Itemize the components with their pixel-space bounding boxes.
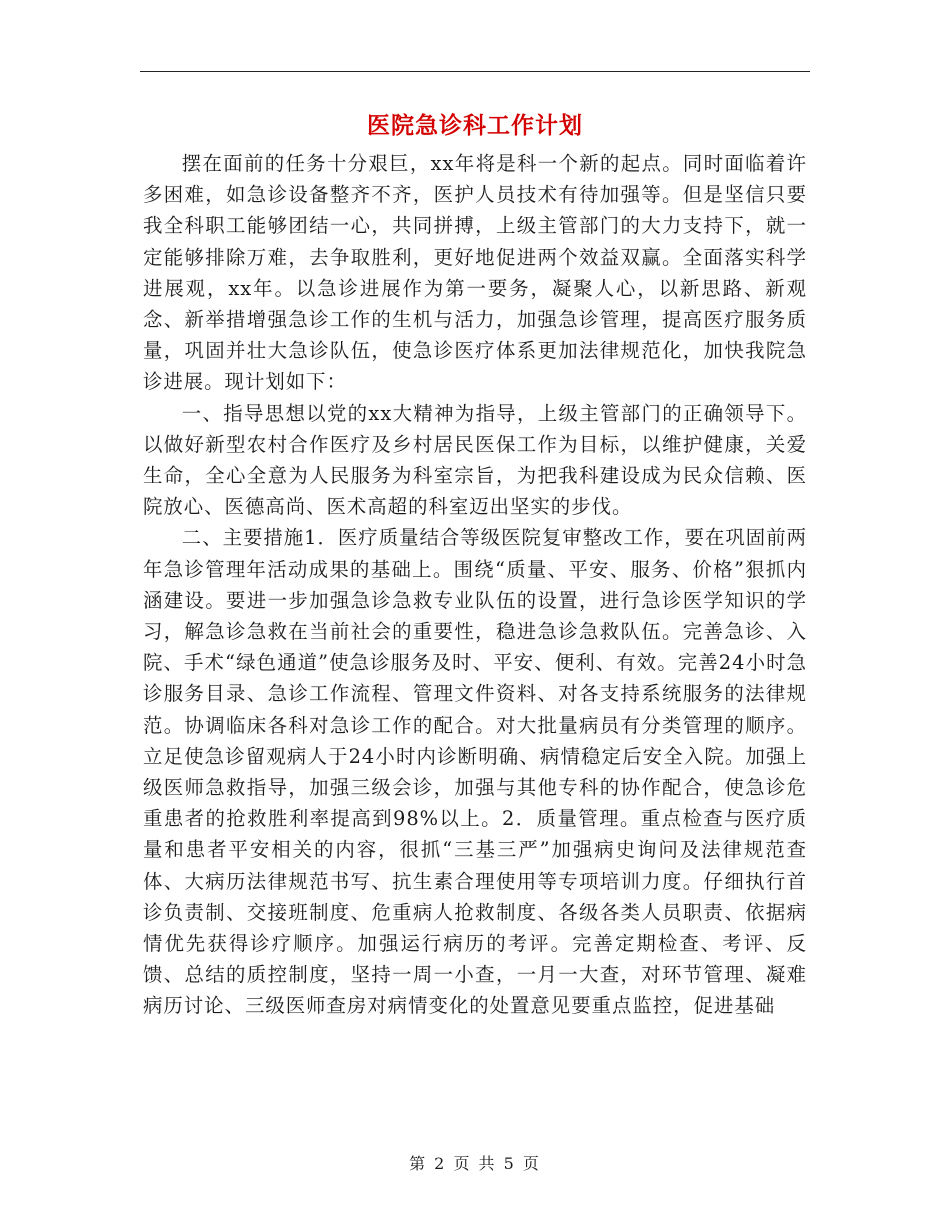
document-body bbox=[143, 148, 807, 1022]
paragraph-main-measures: 二、主要措施1．医疗质量结合等级医院复审整改工作，要在巩固前两年急诊管理年活动成果的基础上。围绕“质量、平安、服务、价格”狠抓内涵建设。要进一步加强急诊急救专业队伍的设置，进行急诊医学知识的学习，解急诊急救在当前社会的重要性，稳进急诊急救队伍。完善急诊、入院、手术“绿色通道”使急诊服务及时、平安、便利、有效。完善24小时急诊服务目录、急诊工作流程、管理文件资料、对各支持系统服务的法律规范。协调临床各科对急诊工作的配合。对大批量病员有分类管理的顺序。立足使急诊留观病人于24小时内诊断明确、病情稳定后安全入院。加强上级医师急救指导，加强三级会诊，加强与其他专科的协作配合，使急诊危重患者的抢救胜利率提高到98%以上。2．质量管理。重点检查与医疗质量和患者平安相关的内容，很抓“三基三严”加强病史询问及法律规范查体、大病历法律规范书写、抗生素合理使用等专项培训力度。仔细执行首诊负责制、交接班制度、危重病人抢救制度、各级各类人员职责、依据病情优先获得诊疗顺序。加强运行病历的考评。完善定期检查、考评、反馈、总结的质控制度，坚持一周一小查，一月一大查，对环节管理、凝难病历讨论、三级医师查房对病情变化的处置意见要重点监控，促进基础 bbox=[143, 526, 807, 1018]
page-number: 第 2 页 共 5 页 bbox=[409, 1154, 541, 1173]
header-rule bbox=[140, 71, 810, 72]
paragraph-intro: 摆在面前的任务十分艰巨，xx年将是科一个新的起点。同时面临着许多困难，如急诊设备整齐不齐，医护人员技术有待加强等。但是坚信只要我全科职工能够团结一心，共同拼搏，上级主管部门的大力支持下，就一定能够排除万难，去争取胜利，更好地促进两个效益双赢。全面落实科学进展观，xx年。以急诊进展作为第一要务，凝聚人心，以新思路、新观念、新举措增强急诊工作的生机与活力，加强急诊管理，提高医疗服务质量，巩固并壮大急诊队伍，使急诊医疗体系更加法律规范化，加快我院急诊进展。现计划如下： bbox=[143, 152, 807, 394]
paragraph-guiding-ideology: 一、指导思想以党的xx大精神为指导，上级主管部门的正确领导下。以做好新型农村合作医疗及乡村居民医保工作为目标，以维护健康，关爱生命，全心全意为人民服务为科室宗旨，为把我科建设成为民众信赖、医院放心、医德高尚、医术高超的科室迈出坚实的步伐。 bbox=[143, 401, 807, 519]
document-title: 医院急诊科工作计划 bbox=[367, 112, 583, 139]
